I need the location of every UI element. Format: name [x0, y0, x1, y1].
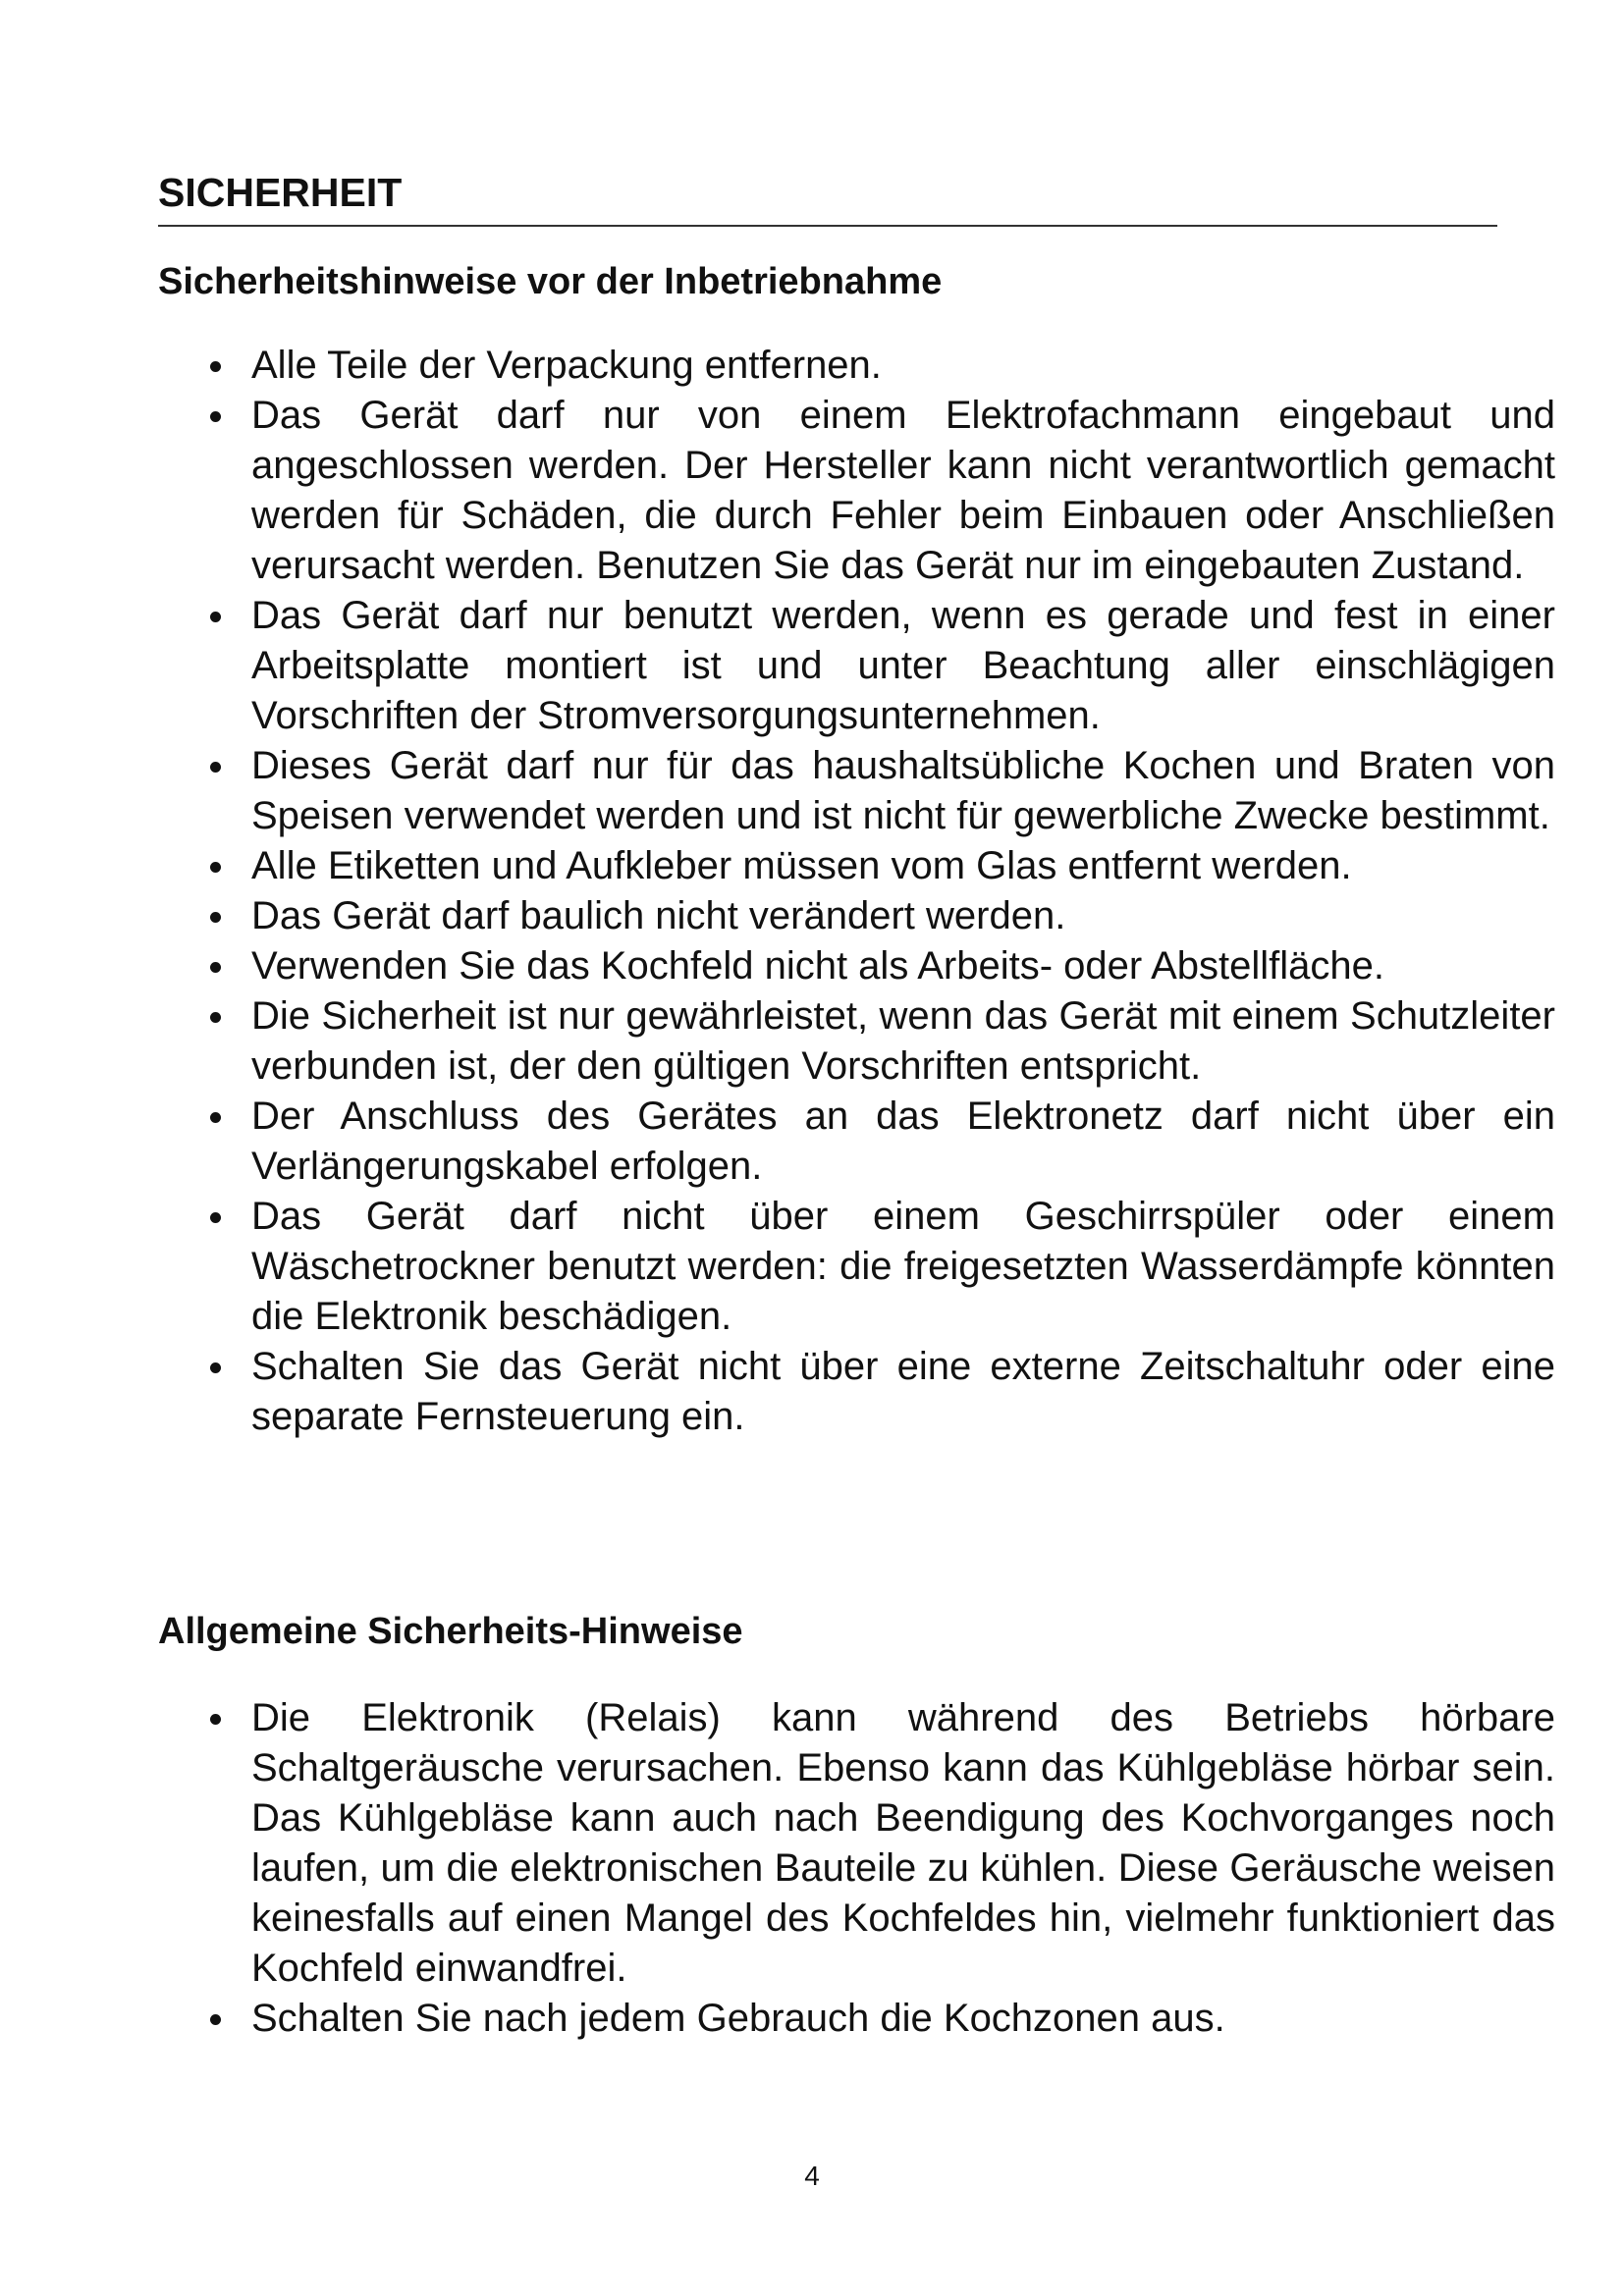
list-item — [0, 591, 1555, 741]
list-item — [0, 341, 1555, 391]
bullet-icon — [210, 2014, 221, 2025]
bullet-icon — [210, 612, 221, 622]
list-item — [0, 891, 1555, 941]
bullet-icon — [210, 1012, 221, 1023]
list-item — [0, 841, 1555, 891]
section-heading-general: Allgemeine Sicherheits-Hinweise — [158, 1611, 743, 1652]
bullet-icon — [210, 411, 221, 422]
safety-list-general — [0, 1693, 1555, 2044]
list-item — [0, 741, 1555, 841]
list-item-text: Das Gerät darf baulich nicht verändert werden. — [251, 894, 1066, 937]
list-item — [0, 1192, 1555, 1342]
bullet-icon — [210, 762, 221, 773]
bullet-icon — [210, 862, 221, 873]
list-item — [0, 1693, 1555, 1994]
list-item — [0, 391, 1555, 591]
bullet-icon — [210, 361, 221, 372]
list-item-text: Alle Teile der Verpackung entfernen. — [251, 344, 882, 387]
section-heading-before-use: Sicherheitshinweise vor der Inbetriebnahme — [158, 261, 943, 302]
page-number: 4 — [804, 2161, 820, 2191]
list-item-text: Das Gerät darf nicht über einem Geschirrspüler oder einem Wäschetrockner benutzt werden: die freigesetzten Wasserdämpfe könnten die Elektronik beschädigen. — [251, 1195, 1555, 1338]
bullet-icon — [210, 1212, 221, 1223]
list-item — [0, 1092, 1555, 1192]
title-underline — [158, 225, 1497, 227]
list-item-text: Verwenden Sie das Kochfeld nicht als Arbeits- oder Abstellfläche. — [251, 944, 1385, 988]
list-item-text: Schalten Sie das Gerät nicht über eine externe Zeitschaltuhr oder eine separate Fernsteuerung ein. — [251, 1345, 1555, 1438]
list-item-text: Die Sicherheit ist nur gewährleistet, wenn das Gerät mit einem Schutzleiter verbunden ist, der den gültigen Vorschriften entspricht. — [251, 994, 1555, 1088]
bullet-icon — [210, 962, 221, 973]
list-item — [0, 1994, 1555, 2044]
bullet-icon — [210, 912, 221, 923]
list-item-text: Schalten Sie nach jedem Gebrauch die Kochzonen aus. — [251, 1997, 1225, 2040]
page-title: SICHERHEIT — [158, 170, 403, 215]
bullet-icon — [210, 1112, 221, 1123]
safety-list-before-use — [0, 341, 1555, 1442]
list-item-text: Das Gerät darf nur von einem Elektrofachmann eingebaut und angeschlossen werden. Der Hersteller kann nicht verantwortlich gemacht werden für Schäden, die durch Fehler beim Einbauen oder Anschließen verursacht werden. Benutzen Sie das Gerät nur im eingebauten Zustand. — [251, 394, 1555, 587]
list-item-text: Dieses Gerät darf nur für das haushaltsübliche Kochen und Braten von Speisen verwendet werden und ist nicht für gewerbliche Zwecke bestimmt. — [251, 744, 1555, 837]
list-item — [0, 1342, 1555, 1442]
list-item-text: Das Gerät darf nur benutzt werden, wenn es gerade und fest in einer Arbeitsplatte montiert ist und unter Beachtung aller einschlägigen Vorschriften der Stromversorgungsunternehmen. — [251, 594, 1555, 737]
list-item-text: Der Anschluss des Gerätes an das Elektronetz darf nicht über ein Verlängerungskabel erfolgen. — [251, 1095, 1555, 1188]
list-item-text: Die Elektronik (Relais) kann während des Betriebs hörbare Schaltgeräusche verursachen. Ebenso kann das Kühlgebläse hörbar sein. Das Kühlgebläse kann auch nach Beendigung des Kochvorganges noch laufen, um die elektronischen Bauteile zu kühlen. Diese Geräusche weisen keinesfalls auf einen Mangel des Kochfeldes hin, vielmehr funktioniert das Kochfeld einwandfrei. — [251, 1696, 1555, 1990]
list-item-text: Alle Etiketten und Aufkleber müssen vom Glas entfernt werden. — [251, 844, 1352, 887]
bullet-icon — [210, 1714, 221, 1725]
list-item — [0, 941, 1555, 991]
bullet-icon — [210, 1362, 221, 1373]
list-item — [0, 991, 1555, 1092]
